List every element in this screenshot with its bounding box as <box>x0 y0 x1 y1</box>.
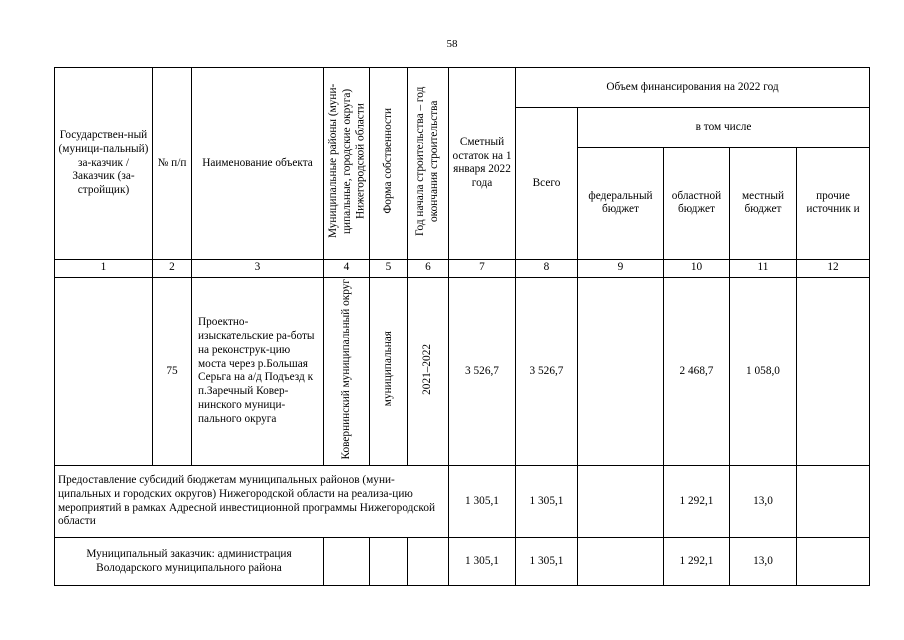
header-funding: Объем финансирования на 2022 год <box>516 68 870 108</box>
object-district-cell <box>324 277 370 465</box>
object-years: 2021–2022 <box>421 343 434 395</box>
subsidy-other <box>797 466 870 538</box>
header-districts: Муниципальные районы (муни-ципальные, городские округа) Нижегородской области <box>327 83 367 239</box>
object-estimate: 3 526,7 <box>449 277 516 465</box>
table-row-customer <box>55 538 870 586</box>
header-federal: федеральный бюджет <box>578 147 664 259</box>
column-number: 8 <box>516 259 578 277</box>
object-customer-cell <box>55 277 153 465</box>
object-years-cell <box>408 277 449 465</box>
object-other <box>797 277 870 465</box>
column-number: 6 <box>408 259 449 277</box>
header-regional: областной бюджет <box>664 147 730 259</box>
object-num: 75 <box>153 277 192 465</box>
header-total: Всего <box>516 108 578 260</box>
subsidy-estimate: 1 305,1 <box>449 466 516 538</box>
object-total: 3 526,7 <box>516 277 578 465</box>
subsidy-regional: 1 292,1 <box>664 466 730 538</box>
subsidy-local: 13,0 <box>730 466 797 538</box>
subsidy-text: Предоставление субсидий бюджетам муниципальных районов (муни-ципальных и городских округов) Нижегородской области на реализа-цию мероприятий в рамках Адресной инвестиционной программы Нижегородской области <box>55 466 449 538</box>
customer-total: 1 305,1 <box>516 538 578 586</box>
header-including: в том числе <box>578 108 870 148</box>
customer-empty-6 <box>408 538 449 586</box>
column-number: 3 <box>192 259 324 277</box>
column-number: 12 <box>797 259 870 277</box>
header-estimate: Сметный остаток на 1 января 2022 года <box>449 68 516 260</box>
header-local: местный бюджет <box>730 147 797 259</box>
header-other: прочие источник и <box>797 147 870 259</box>
header-num: № п/п <box>153 68 192 260</box>
object-ownership: муниципальная <box>381 331 394 407</box>
object-district: Ковернинский муниципальный округ <box>339 278 352 460</box>
customer-federal <box>578 538 664 586</box>
column-numbers-row <box>55 259 870 277</box>
page-number: 58 <box>446 38 458 50</box>
object-name: Проектно-изыскательские ра-боты на реконструк-цию моста через р.Большая Серьга на а/д Подъезд к п.Заречный Ковер-нинского муници-пального округа <box>192 277 324 465</box>
customer-empty-5 <box>370 538 408 586</box>
table-row-subsidy <box>55 466 870 538</box>
subsidy-total: 1 305,1 <box>516 466 578 538</box>
customer-other <box>797 538 870 586</box>
header-years: Год начала строительства – год окончания строительства <box>414 86 440 236</box>
column-number: 9 <box>578 259 664 277</box>
header-ownership: Форма собственности <box>381 108 394 214</box>
customer-text: Муниципальный заказчик: администрация Володарского муниципального района <box>55 538 324 586</box>
customer-local: 13,0 <box>730 538 797 586</box>
header-row-1 <box>55 68 870 108</box>
customer-estimate: 1 305,1 <box>449 538 516 586</box>
customer-empty-4 <box>324 538 370 586</box>
funding-table <box>54 67 870 586</box>
column-number: 11 <box>730 259 797 277</box>
header-ownership-cell <box>370 68 408 260</box>
column-number: 4 <box>324 259 370 277</box>
customer-regional: 1 292,1 <box>664 538 730 586</box>
column-number: 1 <box>55 259 153 277</box>
column-number: 2 <box>153 259 192 277</box>
object-local: 1 058,0 <box>730 277 797 465</box>
header-districts-cell <box>324 68 370 260</box>
header-years-cell <box>408 68 449 260</box>
column-number: 5 <box>370 259 408 277</box>
object-regional: 2 468,7 <box>664 277 730 465</box>
column-number: 10 <box>664 259 730 277</box>
subsidy-federal <box>578 466 664 538</box>
object-ownership-cell <box>370 277 408 465</box>
header-name: Наименование объекта <box>192 68 324 260</box>
table-row-object <box>55 277 870 465</box>
object-federal <box>578 277 664 465</box>
column-number: 7 <box>449 259 516 277</box>
header-customer: Государствен-ный (муници-пальный) за-казчик / Заказчик (за-стройщик) <box>55 68 153 260</box>
